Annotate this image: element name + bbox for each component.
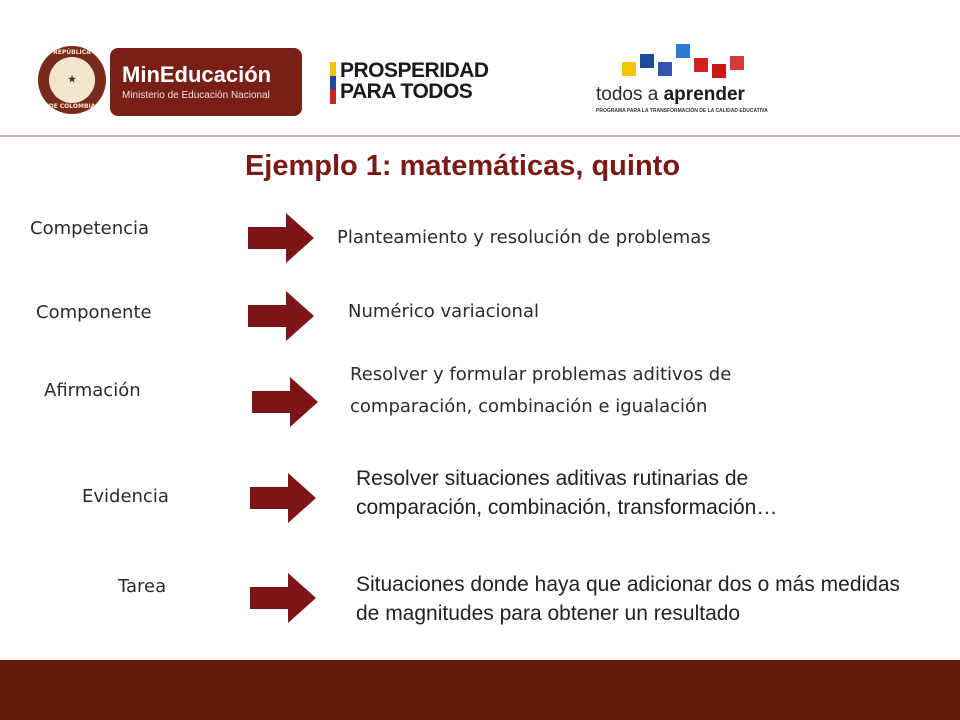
mineducacion-title: MinEducación bbox=[122, 62, 272, 87]
cube-icon bbox=[658, 62, 672, 76]
flag-stripe-icon bbox=[330, 62, 336, 104]
seal-top-text: REPÚBLICA bbox=[53, 49, 91, 56]
cube-icon bbox=[640, 54, 654, 68]
cube-icon bbox=[622, 62, 636, 76]
mineducacion-logo bbox=[110, 48, 302, 116]
seal-bottom-text: DE COLOMBIA bbox=[48, 103, 96, 110]
prosperidad-line1: PROSPERIDAD bbox=[340, 59, 489, 82]
row-desc-afirmacion: Resolver y formular problemas aditivos de comparación, combinación e igualación bbox=[350, 364, 732, 417]
cube-icon bbox=[694, 58, 708, 72]
seal-emblem-icon: ★ bbox=[49, 57, 95, 103]
row-label-evidencia: Evidencia bbox=[82, 486, 169, 507]
right-arrow-icon bbox=[248, 213, 314, 263]
cube-icon bbox=[712, 64, 726, 78]
footer-bar bbox=[0, 660, 960, 720]
colombia-seal-logo bbox=[38, 46, 106, 114]
row-desc-tarea: Situaciones donde haya que adicionar dos o más medidas de magnitudes para obtener un resultado bbox=[356, 573, 901, 625]
mineducacion-subtitle: Ministerio de Educación Nacional bbox=[122, 90, 270, 101]
row-label-tarea: Tarea bbox=[118, 576, 167, 597]
header-divider bbox=[0, 135, 960, 137]
right-arrow-icon bbox=[248, 291, 314, 341]
right-arrow-icon bbox=[250, 473, 316, 523]
right-arrow-icon bbox=[250, 573, 316, 623]
row-label-competencia: Competencia bbox=[30, 218, 150, 239]
prosperidad-logo bbox=[330, 60, 500, 106]
todos-text-bold: aprender bbox=[663, 84, 745, 105]
row-label-componente: Componente bbox=[36, 302, 152, 323]
row-label-afirmacion: Afirmación bbox=[44, 380, 141, 401]
cube-icon bbox=[676, 44, 690, 58]
todos-a-aprender-logo bbox=[592, 40, 792, 120]
todos-tagline: PROGRAMA PARA LA TRANSFORMACIÓN DE LA CALIDAD EDUCATIVA bbox=[596, 108, 768, 114]
cube-icon bbox=[730, 56, 744, 70]
header-bar bbox=[0, 0, 960, 136]
right-arrow-icon bbox=[252, 377, 318, 427]
row-desc-componente: Numérico variacional bbox=[348, 301, 539, 322]
todos-text-prefix: todos a bbox=[596, 84, 664, 105]
prosperidad-line2: PARA TODOS bbox=[340, 80, 473, 103]
row-desc-evidencia: Resolver situaciones aditivas rutinarias de comparación, combinación, transformación… bbox=[356, 467, 778, 519]
row-desc-competencia: Planteamiento y resolución de problemas bbox=[337, 227, 711, 248]
slide-title: Ejemplo 1: matemáticas, quinto bbox=[244, 150, 681, 182]
